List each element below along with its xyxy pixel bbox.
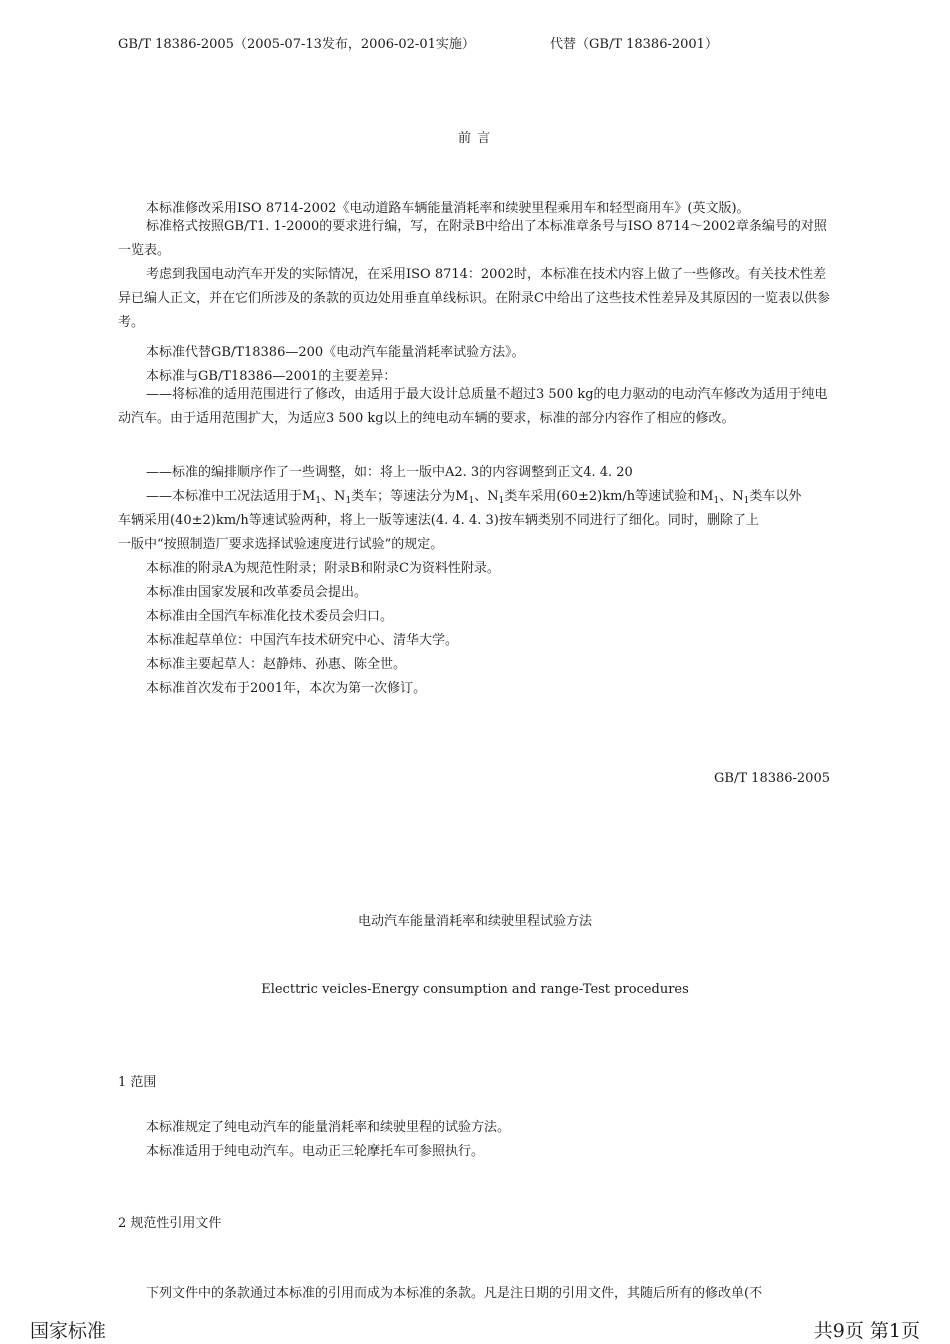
foreword-para-8-line-3: 一版中“按照制造厂要求选择试验速度进行试验”的规定。 — [118, 537, 444, 552]
main-title-cn: 电动汽车能量消耗率和续驶里程试验方法 — [357, 914, 592, 929]
foreword-para-8-line-1: ——本标准中工况法适用于$M_1$、$N_1$类车；等速法分为$M_1$、$N_1$类车采用(60±2)km/h等速试验和$M_1$、$N_1$类车以外 — [146, 489, 802, 506]
foreword-para-2: 标准格式按照GB/T1. 1-2000的要求进行编，写，在附录B中给出了本标准章条号与ISO 8714～2002章条编号的对照一览表。 — [118, 219, 827, 258]
foreword-para-11: 本标准由全国汽车标准化技术委员会归口。 — [146, 609, 394, 624]
foreword-para-5: 本标准与GB/T18386—2001的主要差异： — [146, 369, 397, 384]
foreword-para-3: 考虑到我国电动汽车开发的实际情况，在采用ISO 8714：2002时，本标准在技术内容上做了一些修改。有关技术性差异已编人正文，并在它们所涉及的条款的页边处用垂直单线标识。在附录C中给出了这些技术性差异及其原因的一览表以供参考。 — [118, 267, 830, 330]
foreword-para-14: 本标准首次发布于2001年，本次为第一次修订。 — [146, 681, 427, 696]
page-counter: 共9页 第1页 — [813, 1320, 920, 1342]
foreword-para-1: 本标准修改采用ISO 8714-2002《电动道路车辆能量消耗率和续驶里程乘用车和轻型商用车》(英文版)。 — [146, 201, 750, 216]
footer-label: 国家标准 — [30, 1320, 107, 1342]
header-left: GB/T 18386-2005（2005-07-13发布，2006-02-01实施） — [118, 37, 475, 52]
standard-number: GB/T 18386-2005 — [714, 771, 830, 786]
foreword-para-6: ——将标准的适用范围进行了修改，由适用于最大设计总质量不超过3 500 kg的电力驱动的电动汽车修改为适用于纯电动汽车。由于适用范围扩大，为适应3 500 kg以上的纯电动车辆的要求，标准的部分内容作了相应的修改。 — [118, 387, 828, 426]
foreword-para-8-line-2: 车辆采用(40±2)km/h等速试验两种，将上一版等速法(4. 4. 4. 3)按车辆类别不同进行了细化。同时，删除了上 — [118, 513, 759, 528]
foreword-para-4: 本标准代替GB/T18386—200《电动汽车能量消耗率试验方法》。 — [146, 345, 525, 360]
section-2-para-1: 下列文件中的条款通过本标准的引用而成为本标准的条款。凡是注日期的引用文件，其随后所有的修改单(不 — [146, 1286, 763, 1301]
section-1-para-1: 本标准规定了纯电动汽车的能量消耗率和续驶里程的试验方法。 — [146, 1120, 511, 1135]
foreword-para-13: 本标准主要起草人：赵静炜、孙惠、陈全世。 — [146, 657, 407, 672]
section-1-heading: 1 范围 — [118, 1075, 157, 1090]
header-right: 代替（GB/T 18386-2001） — [550, 37, 718, 52]
foreword-para-12: 本标准起草单位：中国汽车技术研究中心、清华大学。 — [146, 633, 459, 648]
section-1-para-2: 本标准适用于纯电动汽车。电动正三轮摩托车可参照执行。 — [146, 1144, 485, 1159]
section-2-heading: 2 规范性引用文件 — [118, 1216, 222, 1231]
foreword-para-7: ——标准的编排顺序作了一些调整，如：将上一版中A2. 3的内容调整到正文4. 4. 20 — [146, 465, 633, 480]
foreword-para-10: 本标准由国家发展和改革委员会提出。 — [146, 585, 368, 600]
foreword-para-9: 本标准的附录A为规范性附录；附录B和附录C为资料性附录。 — [146, 561, 500, 576]
foreword-title: 前 言 — [458, 131, 492, 146]
main-title-en: Electtric veicles-Energy consumption and range-Test procedures — [261, 982, 689, 997]
